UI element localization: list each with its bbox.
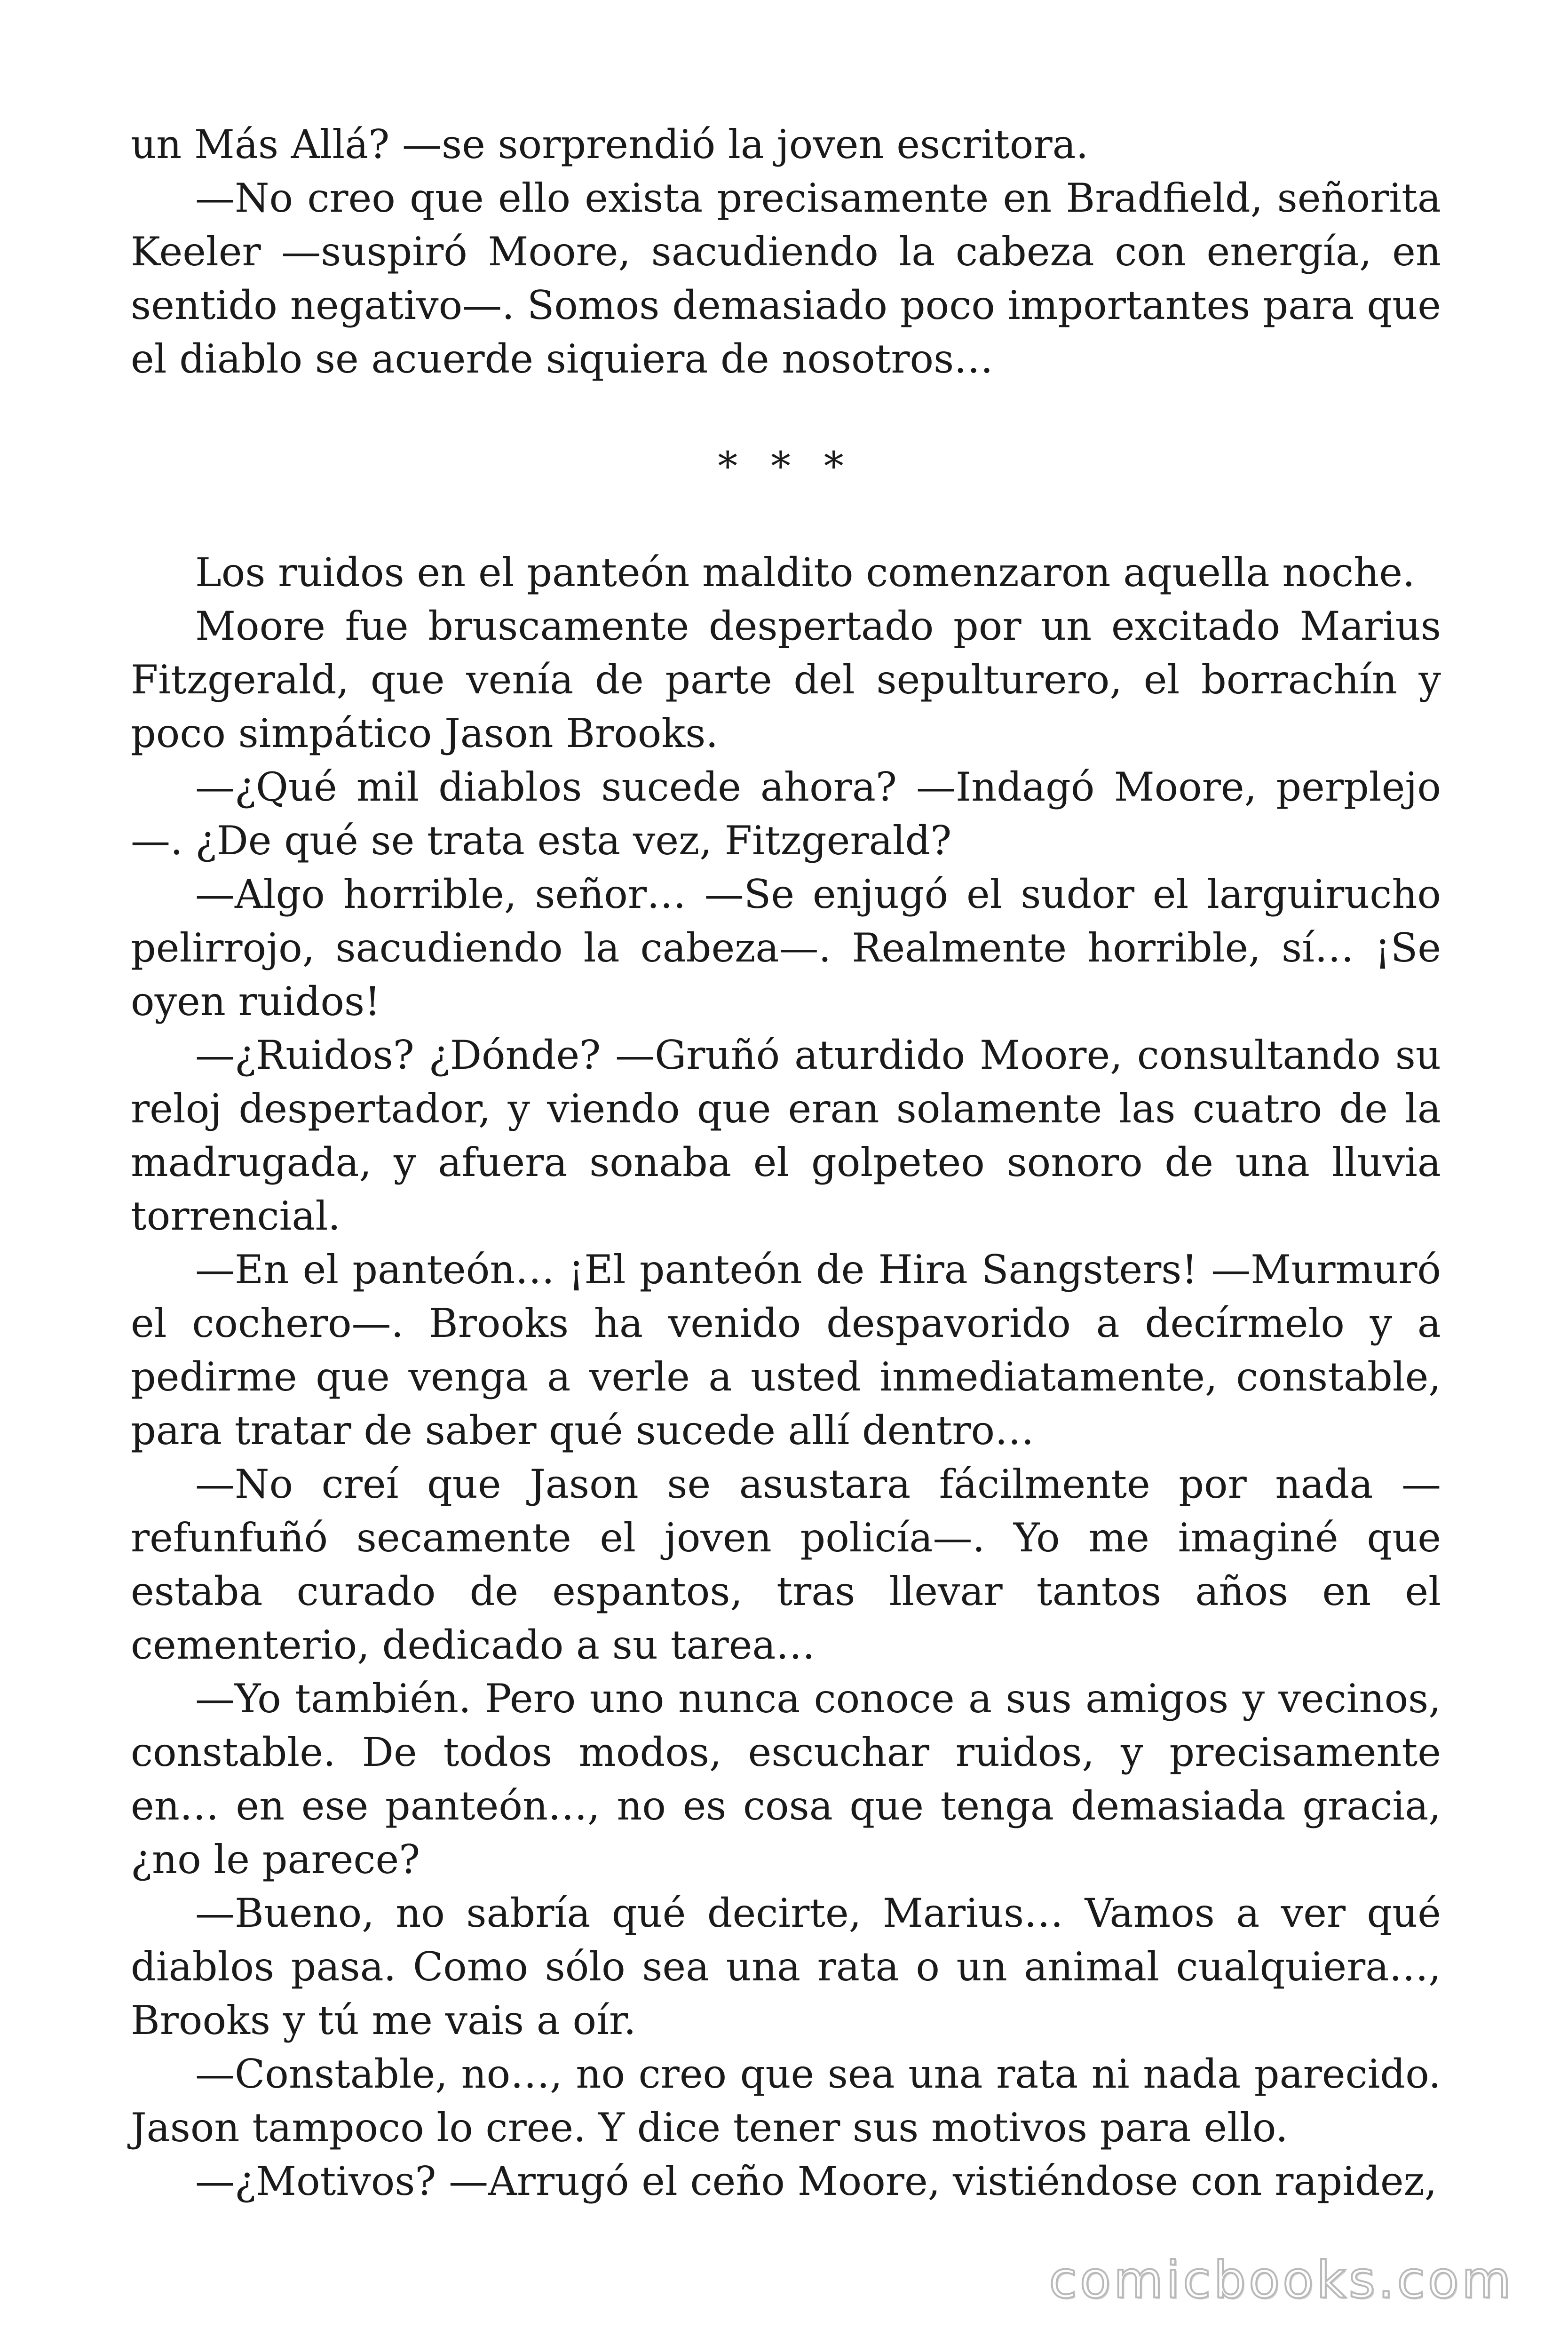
- paragraph: —No creo que ello exista precisamente en Bradfield, señorita Keeler —suspiró Moore, sacudiendo la cabeza con energía, en sentido negativo—. Somos demasiado poco importantes para que el diablo se acuerde siquiera de nosotros…: [131, 175, 1441, 382]
- paragraph: —¿Qué mil diablos sucede ahora? —Indagó Moore, perplejo—. ¿De qué se trata esta vez, Fitzgerald?: [131, 764, 1441, 864]
- paragraph: —Constable, no…, no creo que sea una rata ni nada parecido. Jason tampoco lo cree. Y dice tener sus motivos para ello.: [131, 2051, 1441, 2151]
- page-body: [131, 118, 1441, 2208]
- paragraph: —¿Motivos? —Arrugó el ceño Moore, vistiéndose con rapidez,: [195, 2158, 1437, 2204]
- paragraph: —En el panteón… ¡El panteón de Hira Sangsters! —Murmuró el cochero—. Brooks ha venido despavorido a decírmelo y a pedirme que venga a verle a usted inmediatamente, constable, para tratar de saber qué sucede allí dentro…: [131, 1247, 1441, 1454]
- paragraph: —¿Ruidos? ¿Dónde? —Gruñó aturdido Moore, consultando su reloj despertador, y viendo que eran solamente las cuatro de la madrugada, y afuera sonaba el golpeteo sonoro de una lluvia torrencial.: [131, 1032, 1441, 1239]
- paragraph: —Bueno, no sabría qué decirte, Marius… Vamos a ver qué diablos pasa. Como sólo sea una rata o un animal cualquiera…, Brooks y tú me vais a oír.: [131, 1890, 1441, 2043]
- section-separator: * * *: [718, 443, 854, 489]
- paragraph: —No creí que Jason se asustara fácilmente por nada —refunfuñó secamente el joven policía—. Yo me imaginé que estaba curado de espantos, tras llevar tantos años en el cementerio, dedicado a su tarea…: [131, 1461, 1441, 1668]
- paragraph: Los ruidos en el panteón maldito comenzaron aquella noche.: [195, 549, 1415, 596]
- paragraph: —Algo horrible, señor… —Se enjugó el sudor el larguirucho pelirrojo, sacudiendo la cabeza—. Realmente horrible, sí… ¡Se oyen ruidos!: [131, 871, 1441, 1025]
- watermark: comicbooks.com: [1049, 2251, 1514, 2310]
- paragraph: —Yo también. Pero uno nunca conoce a sus amigos y vecinos, constable. De todos modos, escuchar ruidos, y precisamente en… en ese panteón…, no es cosa que tenga demasiada gracia, ¿no le parece?: [131, 1676, 1441, 1883]
- paragraph: Moore fue bruscamente despertado por un excitado Marius Fitzgerald, que venía de parte del sepulturero, el borrachín y poco simpático Jason Brooks.: [131, 603, 1441, 756]
- paragraph-continuation: un Más Allá? —se sorprendió la joven escritora.: [131, 121, 1089, 167]
